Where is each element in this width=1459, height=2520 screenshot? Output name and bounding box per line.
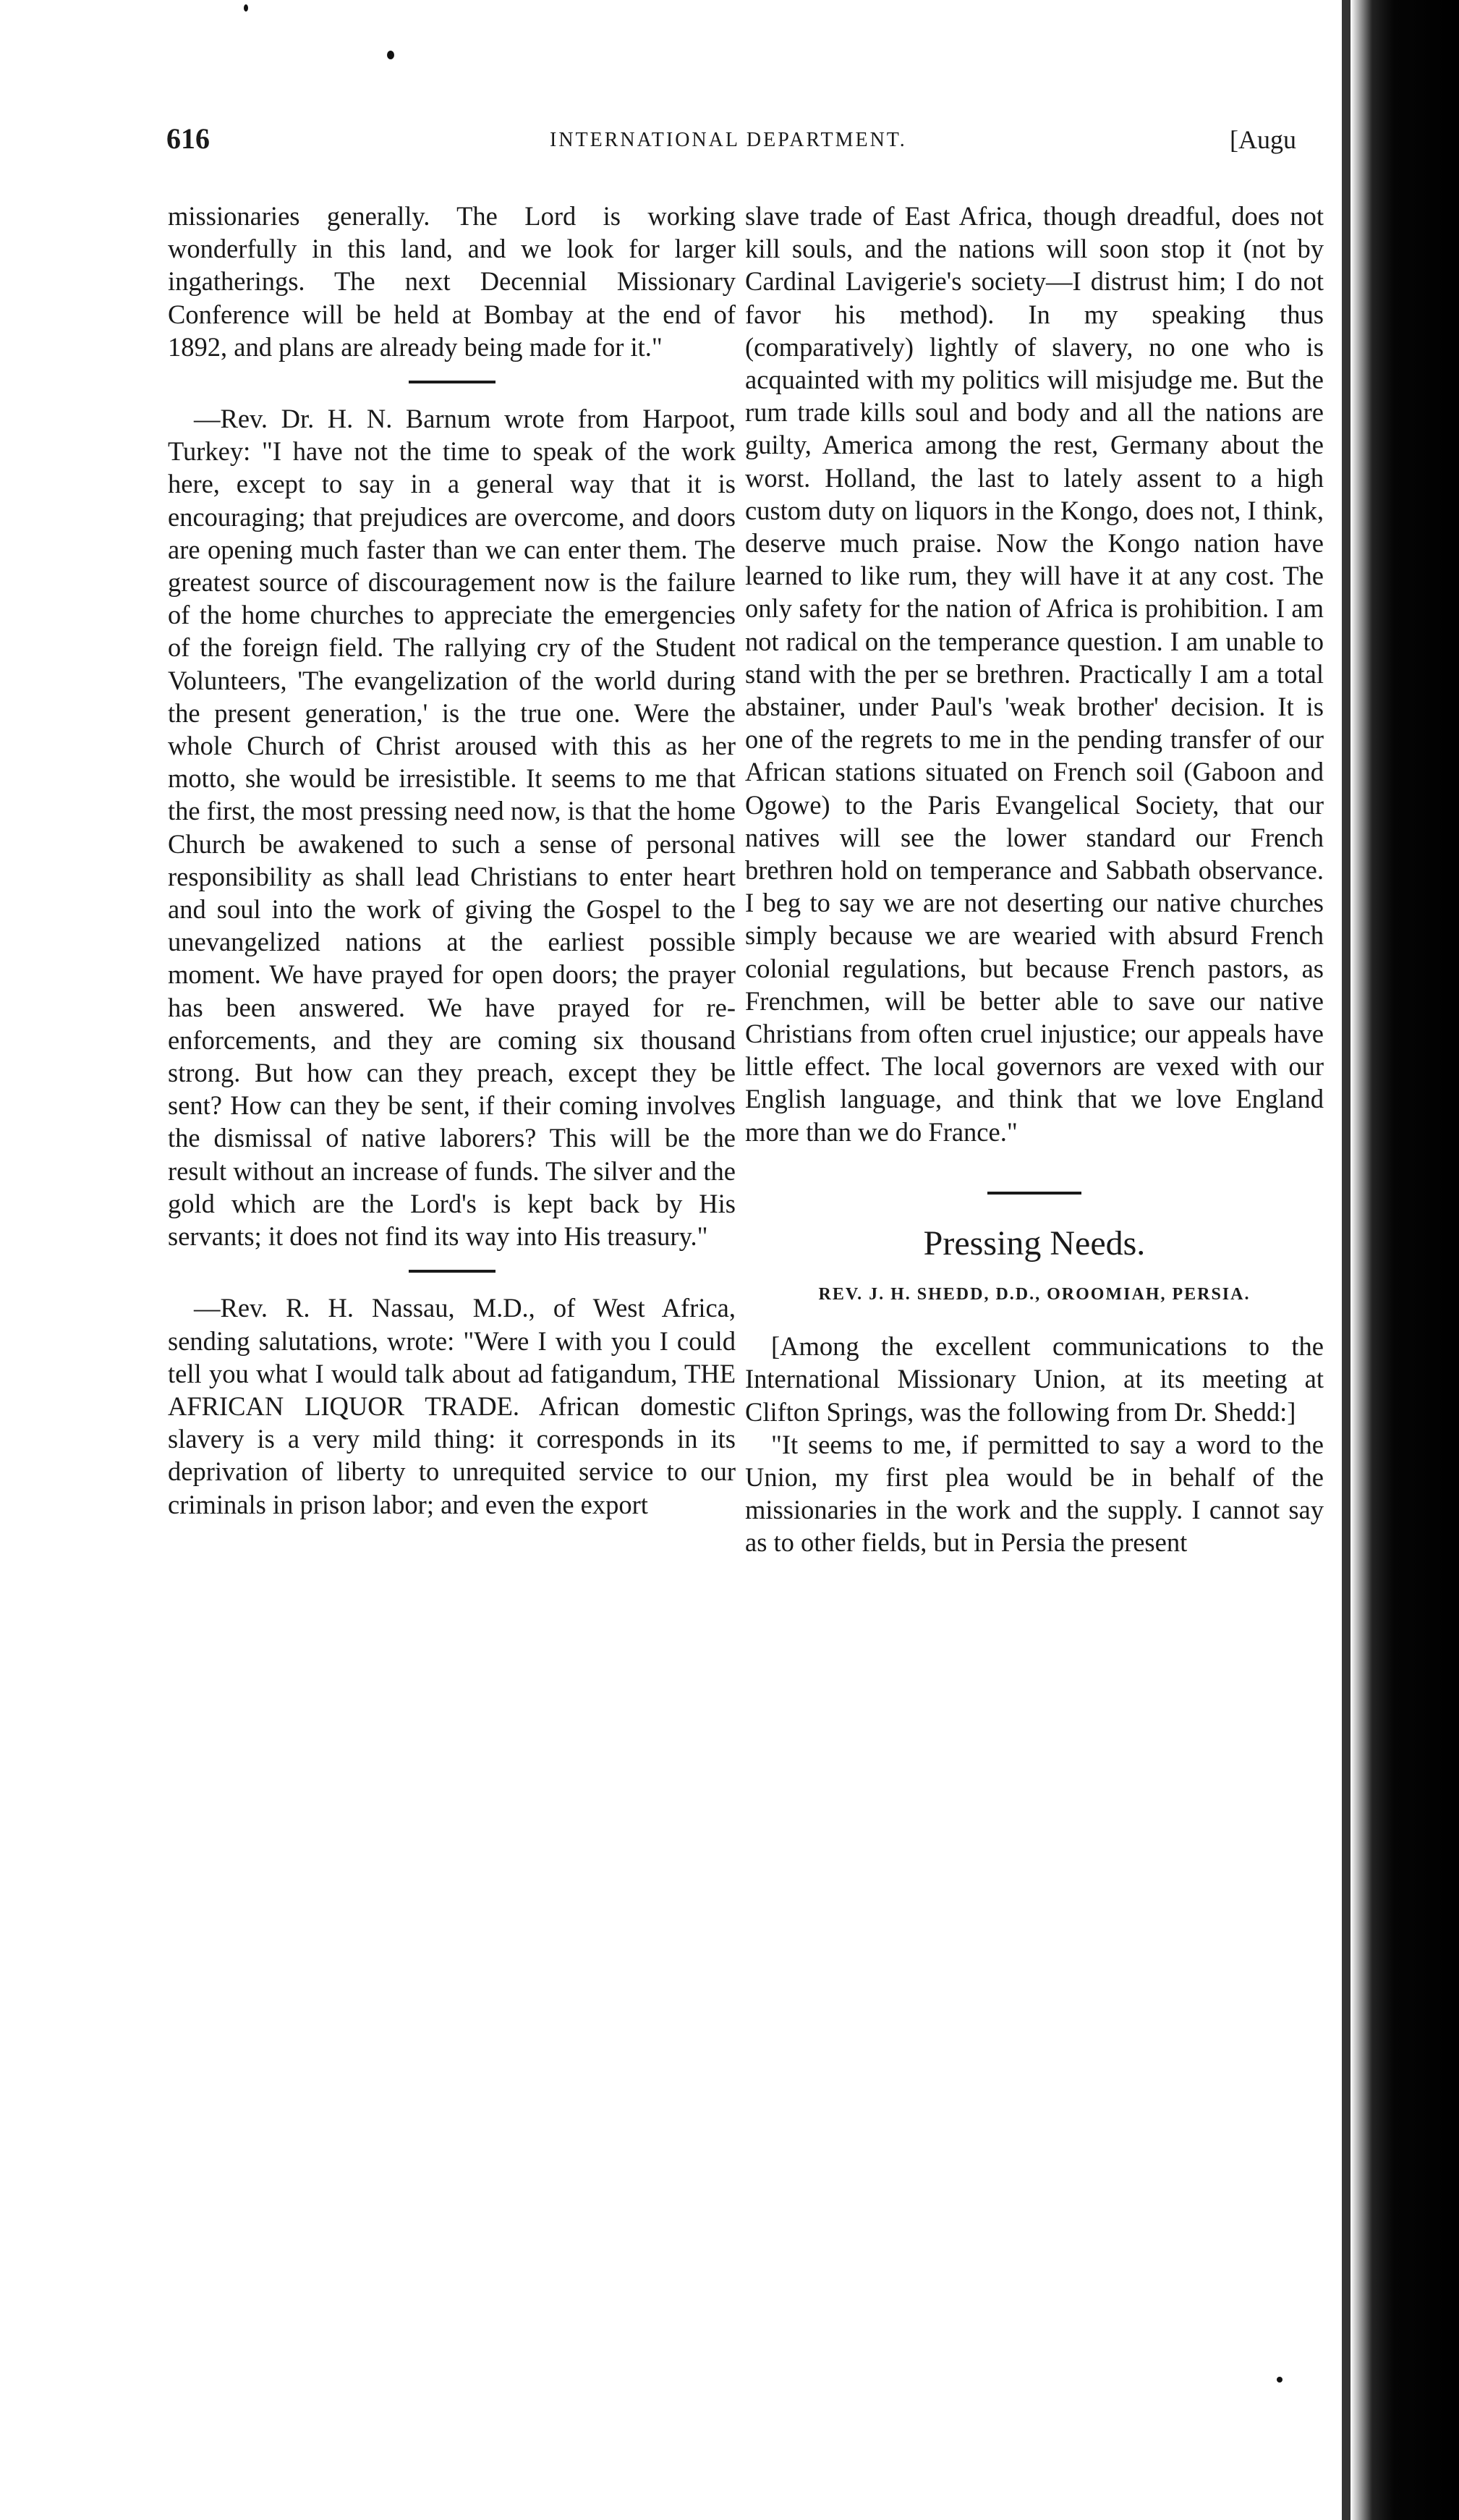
page-edge-shadow [1342,0,1350,2520]
running-head: INTERNATIONAL DEPARTMENT. [550,129,907,151]
paragraph-nassau-continued: slave trade of East Africa, though dreadful, does not kill souls, and the nations will soon stop it (not by Cardinal Lavigerie's society—I distrust him; I do not favor his method). In my speaking thus (comparatively) lightly of slavery, no one who is acquainted with my politics will misjudge me. But the rum trade kills soul and body and all the nations are guilty, America among the rest, Germany about the worst. Holland, the last to lately assent to a high custom duty on liquors in the Kongo, does not, I think, deserve much praise. Now the Kongo nation have learned to like rum, they will have it at any cost. The only safety for the nation of Africa is prohibition. I am not radical on the temperance question. I am unable to stand with the per se brethren. Practically I am a total abstainer, under Paul's 'weak brother' decision. It is one of the regrets to me in the pending transfer of our African stations situated on French soil (Gaboon and Ogowe) to the Paris Evangelical Society, that our natives will see the lower standard our French brethren hold on temperance and Sabbath observance. I beg to say we are not deserting our native churches simply because we are wearied with absurd French colonial regulations, but because French pastors, as Frenchmen, will be better able to save our native Christians from often cruel injustice; our appeals have little effect. The local governors are vexed with our English language, and think that we love England more than we do France." [745,201,1324,1147]
section-divider [409,381,495,383]
left-column [168,200,736,1521]
paragraph-editorial-note: [Among the excellent communications to the International Missionary Union, at its meeting at Clifton Springs, was the following from Dr. Shedd:] [745,1331,1324,1427]
running-date: [Augu [1230,125,1296,154]
ink-speck [387,51,394,59]
section-divider [987,1192,1081,1195]
page-header [166,122,1360,172]
paragraph-nassau: —Rev. R. H. Nassau, M.D., of West Africa, sending salutations, wrote: "Were I with you I could tell you what I would talk about ad fatigandum, THE AFRICAN LIQUOR TRADE. African domestic slavery is a very mild thing: it corresponds in its deprivation of liberty to unrequited service to our criminals in prison labor; and even the export [168,1293,736,1519]
right-column [745,200,1324,1559]
section-title: Pressing Needs. [923,1223,1146,1263]
section-divider [409,1270,495,1273]
article-byline: REV. J. H. SHEDD, D.D., OROOMIAH, PERSIA. [818,1284,1251,1304]
paragraph-barnum: —Rev. Dr. H. N. Barnum wrote from Harpoot, Turkey: "I have not the time to speak of the work here, except to say in a general way that it is encouraging; that prejudices are overcome, and doors are opening much faster than we can enter them. The greatest source of discouragement now is the failure of the home churches to appreciate the emergencies of the foreign field. The rallying cry of the Student Volunteers, 'The evangelization of the world during the present generation,' is the true one. Were the whole Church of Christ aroused with this as her motto, she would be irresistible. It seems to me that the first, the most pressing need now, is that the home Church be awakened to such a sense of personal responsibility as shall lead Christians to enter heart and soul into the work of giving the Gospel to the unevangelized nations at the earliest possible moment. We have prayed for open doors; the prayer has been answered. We have prayed for re-enforcements, and they are coming six thousand strong. But how can they preach, except they be sent? How can they be sent, if their coming involves the dismissal of native laborers? This will be the result without an increase of funds. The silver and the gold which are the Lord's is kept back by His servants; it does not find its way into His treasury." [168,404,736,1252]
paragraph-continued: missionaries generally. The Lord is working wonderfully in this land, and we look for larger ingatherings. The next Decennial Missionary Conference will be held at Bombay at the end of 1892, and plans are already being made for it." [168,201,736,362]
ink-speck [1277,2377,1283,2383]
dark-page-edge [1350,0,1459,2520]
ink-speck [244,4,248,12]
page-number: 616 [166,122,210,155]
paragraph-shedd: "It seems to me, if permitted to say a word to the Union, my first plea would be in behalf of the missionaries in the work and the supply. I cannot say as to other fields, but in Persia the present [745,1429,1324,1558]
